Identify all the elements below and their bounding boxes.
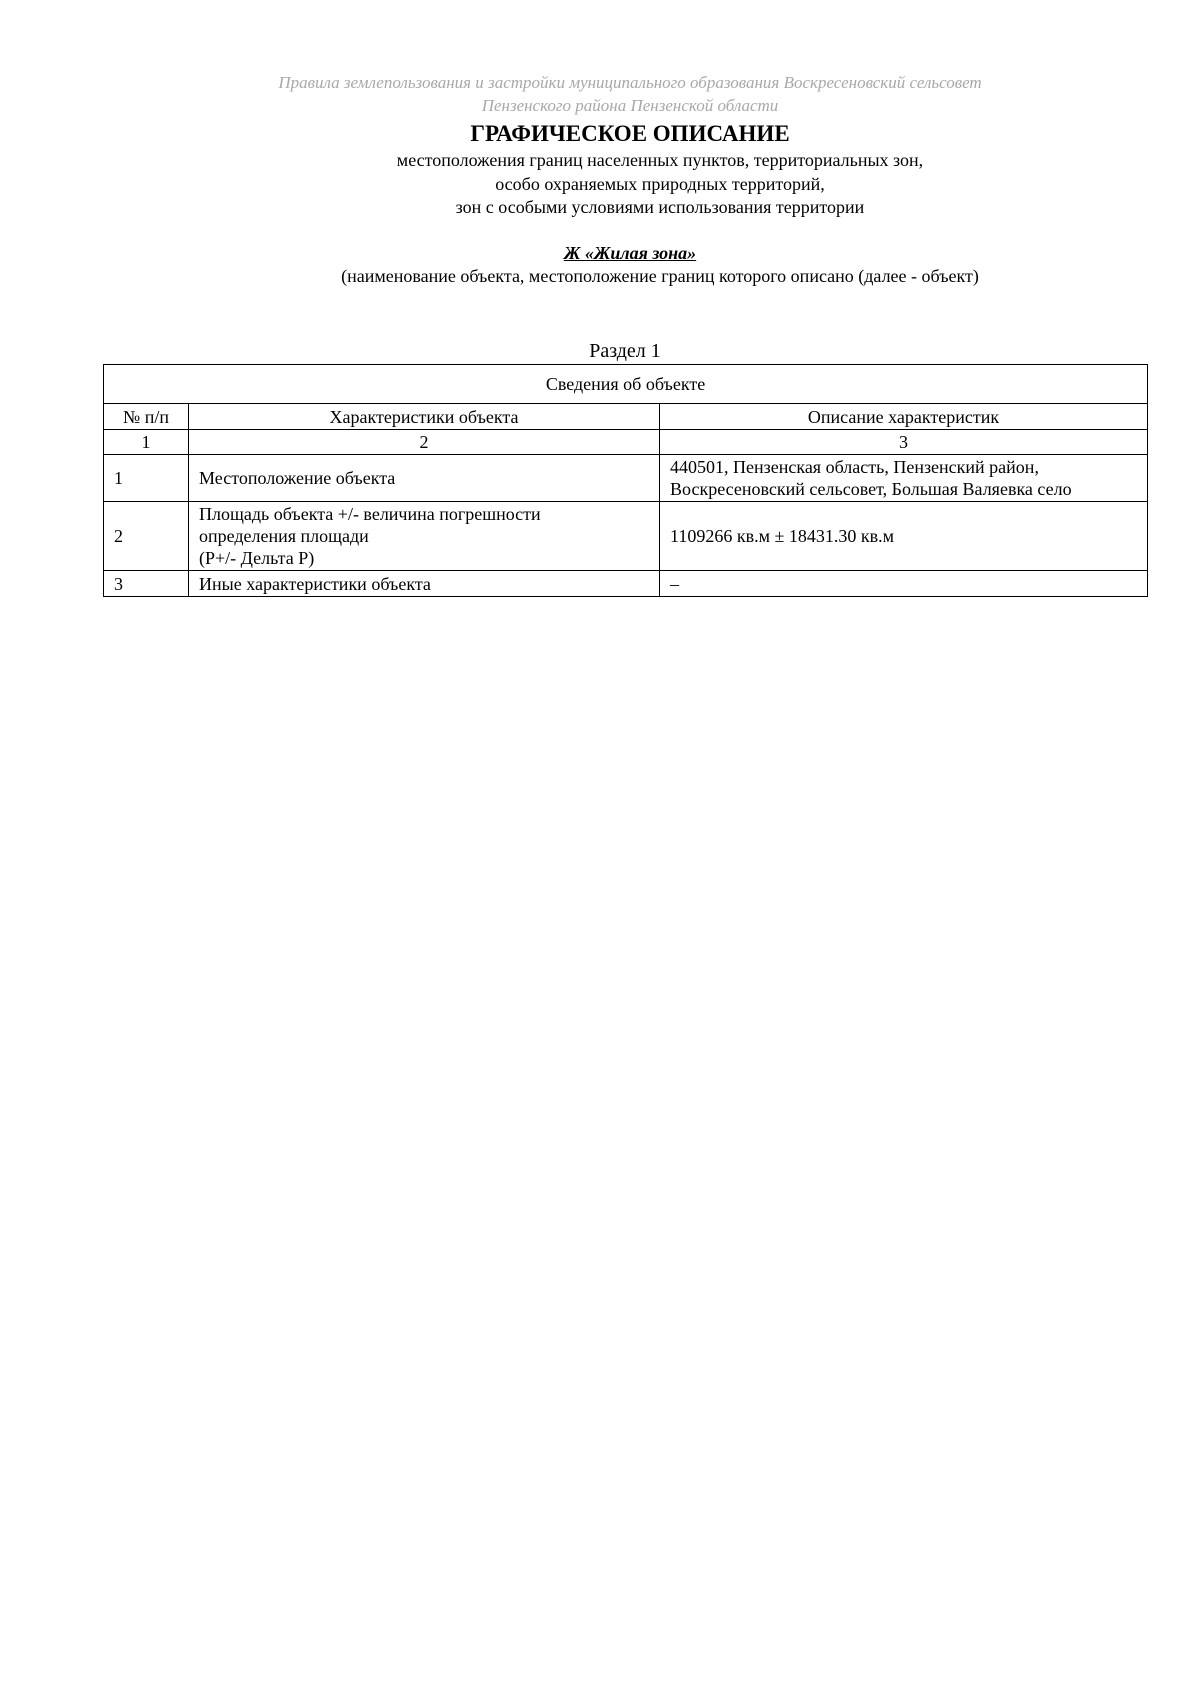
row-characteristic bbox=[189, 502, 660, 571]
row-description-line-1: 440501, Пензенская область, Пензенский район, bbox=[670, 457, 1039, 477]
subtitle-line-3: зон с особыми условиями использования территории bbox=[455, 197, 865, 217]
table-row bbox=[104, 455, 1148, 502]
table-caption: Сведения об объекте bbox=[104, 365, 1148, 404]
column-number-2: 2 bbox=[189, 430, 660, 455]
row-num: 3 bbox=[104, 571, 189, 597]
row-characteristic-line-2: определения площади bbox=[199, 526, 369, 546]
subtitle-line-1: местоположения границ населенных пунктов, территориальных зон, bbox=[396, 150, 924, 170]
row-description: 1109266 кв.м ± 18431.30 кв.м bbox=[660, 502, 1148, 571]
column-number-1: 1 bbox=[104, 430, 189, 455]
column-header-characteristic: Характеристики объекта bbox=[189, 404, 660, 430]
table-header-row bbox=[104, 404, 1148, 430]
object-info-table bbox=[103, 364, 1148, 597]
object-name-text: Ж «Жилая зона» bbox=[563, 243, 697, 263]
row-characteristic: Местоположение объекта bbox=[189, 455, 660, 502]
row-description: – bbox=[660, 571, 1148, 597]
subtitle-line-2: особо охраняемых природных территорий, bbox=[495, 174, 825, 194]
object-caption: (наименование объекта, местоположение границ которого описано (далее - объект) bbox=[341, 266, 979, 286]
object-name bbox=[0, 241, 1200, 265]
table-row bbox=[104, 502, 1148, 571]
column-number-3: 3 bbox=[660, 430, 1148, 455]
section-title: Раздел 1 bbox=[589, 340, 661, 362]
document-title: ГРАФИЧЕСКОЕ ОПИСАНИЕ bbox=[470, 121, 790, 146]
column-header-description: Описание характеристик bbox=[660, 404, 1148, 430]
running-header-line-2: Пензенского района Пензенской области bbox=[481, 96, 779, 115]
running-header-line-1: Правила землепользования и застройки муниципального образования Воскресеновский сельсовет bbox=[278, 73, 982, 92]
row-characteristic: Иные характеристики объекта bbox=[189, 571, 660, 597]
table-caption-row bbox=[104, 365, 1148, 404]
table-row bbox=[104, 571, 1148, 597]
row-description bbox=[660, 455, 1148, 502]
row-characteristic-line-1: Площадь объекта +/- величина погрешности bbox=[199, 504, 541, 524]
row-num: 1 bbox=[104, 455, 189, 502]
row-num: 2 bbox=[104, 502, 189, 571]
column-number-row bbox=[104, 430, 1148, 455]
row-description-line-2: Воскресеновский сельсовет, Большая Валяевка село bbox=[670, 479, 1072, 499]
column-header-num: № п/п bbox=[104, 404, 189, 430]
row-characteristic-line-3: (P+/- Дельта P) bbox=[199, 548, 315, 568]
